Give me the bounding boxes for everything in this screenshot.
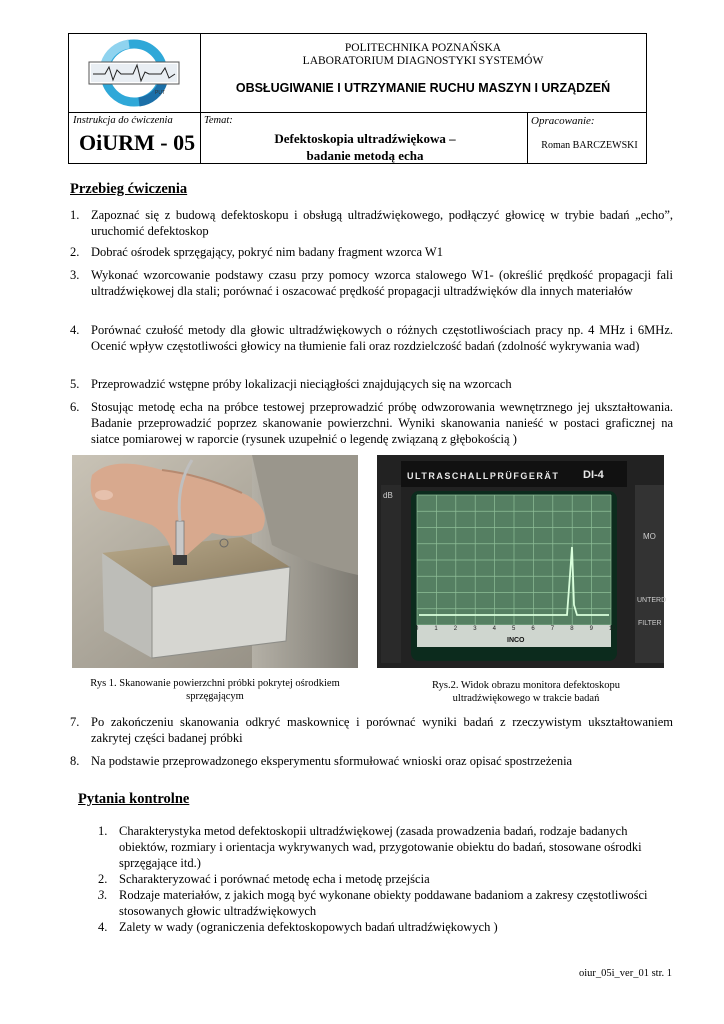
step-text: Wykonać wzorcowanie podstawy czasu przy pomocy wzorca stalowego W1- (określić prędkość propagacji fali ultradźwiękowej dla stali; porównać i oszacować prędkość propagacji ultradźwięków dla innych materiałów xyxy=(91,268,673,298)
scale-tick-label: 4 xyxy=(492,626,496,632)
monitor-model: DI-4 xyxy=(583,469,604,481)
step-number: 8. xyxy=(70,754,80,768)
scale-tick-label: 5 xyxy=(512,626,516,632)
step-text: Zapoznać się z budową defektoskopu i obsługą ultradźwiękowego, podłączyć głowicę w trybie badań „echo”, uruchomić defektoskop xyxy=(91,208,673,238)
question-text: Scharakteryzować i porównać metodę echa i metodę przejścia xyxy=(119,872,430,886)
topic-label: Temat: xyxy=(204,115,233,126)
university-line: POLITECHNIKA POZNAŃSKA xyxy=(344,42,502,54)
step-text: Stosując metodę echa na próbce testowej przeprowadzić próbę odwzorowania wewnętrznego jej ukształtowania. Badanie przeprowadzić poprzez skanowanie powierzchni. Wyniki skanowania nanieść w postaci graficznej na siatce pomiarowej w raporcie (rysunek uzupełnić o legendę związaną z głębokością ) xyxy=(91,400,673,446)
figure-1-caption: Rys 1. Skanowanie powierzchni próbki pokrytej ośrodkiem sprzęgającym xyxy=(90,678,340,702)
step-text: Porównać czułość metody dla głowic ultradźwiękowych o różnych częstotliwościach pracy np. 4 MHz i 6MHz. Ocenić wpływ częstotliwości głowicy na tłumienie fali oraz rozdzielczość badań (zdolność wykrywania wad) xyxy=(91,323,673,353)
step-number: 1. xyxy=(70,208,80,222)
topic-line-1: Defektoskopia ultradźwiękowa – xyxy=(274,131,456,146)
author-name: Roman BARCZEWSKI xyxy=(541,140,638,151)
university-name xyxy=(200,42,646,68)
step-text: Dobrać ośrodek sprzęgający, pokryć nim badany fragment wzorca W1 xyxy=(91,245,443,259)
monitor-brand: ULTRASCHALLPRÜFGERÄT xyxy=(407,471,560,481)
scale-tick-label: 0 xyxy=(415,626,419,632)
lab-logo xyxy=(69,34,200,112)
step-number: 2. xyxy=(70,245,80,259)
step-text: Na podstawie przeprowadzonego eksperymentu sformułować wnioski oraz opisać spostrzeżenia xyxy=(91,754,573,768)
scale-tick-label: 10 xyxy=(609,626,616,632)
question-number: 4. xyxy=(98,920,108,934)
course-title: OBSŁUGIWANIE I UTRZYMANIE RUCHU MASZYN I URZĄDZEŃ xyxy=(235,81,611,95)
questions-heading: Pytania kontrolne xyxy=(78,791,190,807)
scale-tick-label: 8 xyxy=(570,626,574,632)
step-number: 6. xyxy=(70,400,80,414)
question-number: 1. xyxy=(98,824,108,838)
figure-scanning-photo xyxy=(72,455,358,668)
step-text: Po zakończeniu skanowania odkryć maskownicę i porównać wyniki badań z rzeczywistym ukształtowaniem zakrytej części badanej próbki xyxy=(91,715,673,745)
header-table xyxy=(68,33,647,164)
question-text: Zalety w wady (ograniczenia defektoskopowych badań ultradźwiękowych ) xyxy=(119,920,498,934)
step-number: 5. xyxy=(70,377,80,391)
scale-tick-label: 1 xyxy=(434,626,438,632)
monitor-scale xyxy=(415,626,616,636)
author-label: Opracowanie: xyxy=(531,115,595,127)
exercise-code: OiURM - 05 xyxy=(79,130,196,155)
page-footer: oiur_05i_ver_01 str. 1 xyxy=(578,968,672,979)
step-number: 3. xyxy=(70,268,80,282)
step-number: 7. xyxy=(70,715,80,729)
question-number: 2. xyxy=(98,872,108,886)
monitor-unterd-label: UNTERD xyxy=(637,597,667,604)
monitor-db-label: dB xyxy=(383,491,393,500)
scale-tick-label: 9 xyxy=(589,626,593,632)
instruction-label: Instrukcja do ćwiczenia xyxy=(73,115,173,126)
procedure-heading: Przebieg ćwiczenia xyxy=(70,181,188,197)
question-text: Charakterystyka metod defektoskopii ultradźwiękowej (zasada prowadzenia badań, rodzaje badanych obiektów, rozmiary i orientacja wykrywanych wad, przygotowanie obiektu do badań, stosowane ośrodki sprzęgające itd.) xyxy=(119,824,642,870)
monitor-mo-label: MO xyxy=(643,532,656,541)
step-text: Przeprowadzić wstępne próby lokalizacji nieciągłości znajdujących się na wzorcach xyxy=(91,377,512,391)
scale-tick-label: 3 xyxy=(473,626,477,632)
scale-tick-label: 6 xyxy=(531,626,535,632)
monitor-filter-label: FILTER xyxy=(638,620,662,627)
monitor-maker: INCO xyxy=(507,637,525,644)
figure-monitor-photo xyxy=(377,455,667,668)
topic-line-2: badanie metodą echa xyxy=(306,148,424,163)
question-text: Rodzaje materiałów, z jakich mogą być wykonane obiekty poddawane badaniom a zakresy częstotliwości stosowanych głowic ultradźwiękowych xyxy=(119,888,648,918)
topic-title xyxy=(200,130,530,164)
figure-2-caption: Rys.2. Widok obrazu monitora defektoskopu ultradźwiękowego w trakcie badań xyxy=(432,680,620,704)
svg-text:PUT: PUT xyxy=(155,90,165,96)
step-number: 4. xyxy=(70,323,80,337)
scale-tick-label: 2 xyxy=(453,626,458,632)
lab-line: LABORATORIUM DIAGNOSTYKI SYSTEMÓW xyxy=(302,55,544,67)
question-number: 3. xyxy=(98,888,108,902)
scale-tick-label: 7 xyxy=(550,626,555,632)
